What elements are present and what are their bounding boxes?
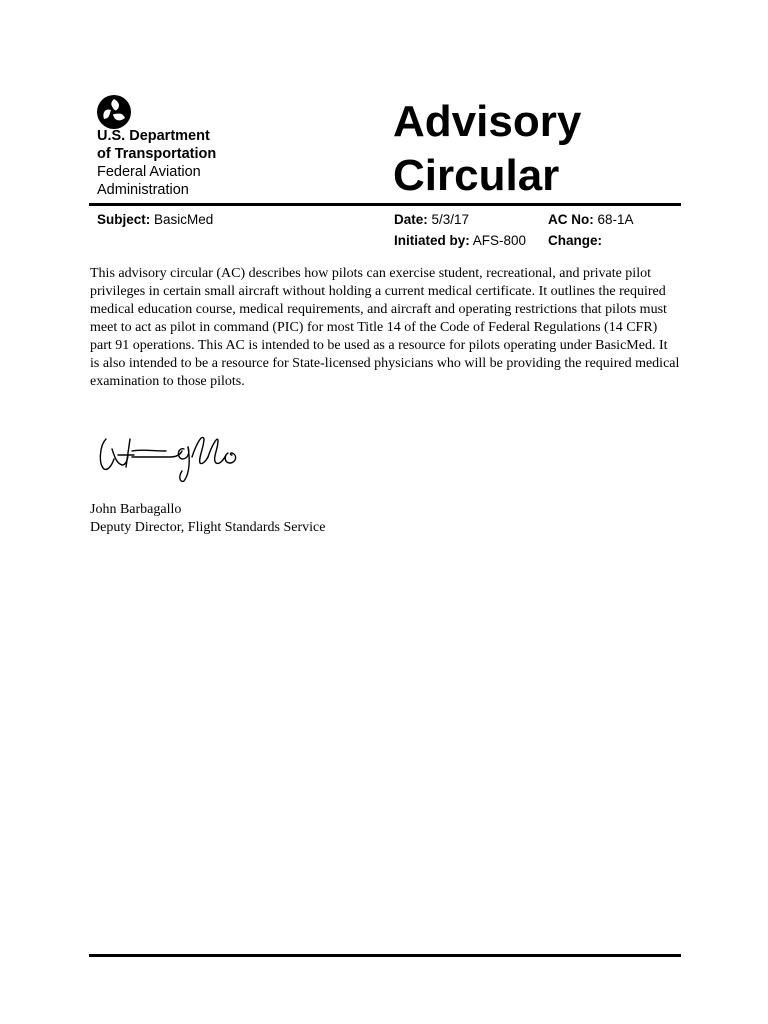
dot-logo-icon bbox=[96, 94, 132, 130]
agency-line-department: U.S. Department bbox=[97, 128, 210, 144]
document-title bbox=[393, 95, 581, 203]
signature-image bbox=[92, 425, 262, 485]
agency-line-transportation: of Transportation bbox=[97, 146, 217, 162]
title-line-circular: Circular bbox=[393, 151, 560, 200]
agency-line-administration: Administration bbox=[97, 182, 189, 198]
change-label: Change: bbox=[548, 233, 602, 248]
ac-number-value: 68-1A bbox=[597, 212, 634, 227]
ac-number-field bbox=[548, 212, 634, 228]
agency-block bbox=[97, 127, 216, 199]
ac-number-label: AC No: bbox=[548, 212, 594, 227]
title-line-advisory: Advisory bbox=[393, 97, 582, 146]
change-field bbox=[548, 233, 602, 249]
initiated-by-label: Initiated by: bbox=[394, 233, 470, 248]
signer-name: John Barbagallo bbox=[90, 502, 182, 517]
date-label: Date: bbox=[394, 212, 428, 227]
date-field bbox=[394, 212, 469, 228]
subject-value: BasicMed bbox=[154, 212, 214, 227]
header-divider bbox=[89, 203, 681, 206]
signer-title: Deputy Director, Flight Standards Service bbox=[90, 520, 326, 535]
date-value: 5/3/17 bbox=[431, 212, 470, 227]
footer-divider bbox=[89, 954, 681, 957]
signer-block bbox=[90, 501, 325, 537]
subject-field bbox=[97, 212, 213, 228]
body-paragraph: This advisory circular (AC) describes how pilots can exercise student, recreational, and private pilot privileges in certain small aircraft without holding a current medical certificate. It outlines the required medical education course, medical requirements, and aircraft and operating restrictions that pilots must meet to act as pilot in command (PIC) for most Title 14 of the Code of Federal Regulations (14 CFR) part 91 operations. This AC is intended to be used as a resource for pilots operating under BasicMed. It is also intended to be a resource for State-licensed physicians who will be providing the required medical examination to those pilots. bbox=[90, 266, 680, 389]
initiated-by-value: AFS-800 bbox=[472, 233, 527, 248]
initiated-by-field bbox=[394, 233, 526, 249]
subject-label: Subject: bbox=[97, 212, 151, 227]
agency-line-federal-aviation: Federal Aviation bbox=[97, 164, 201, 180]
